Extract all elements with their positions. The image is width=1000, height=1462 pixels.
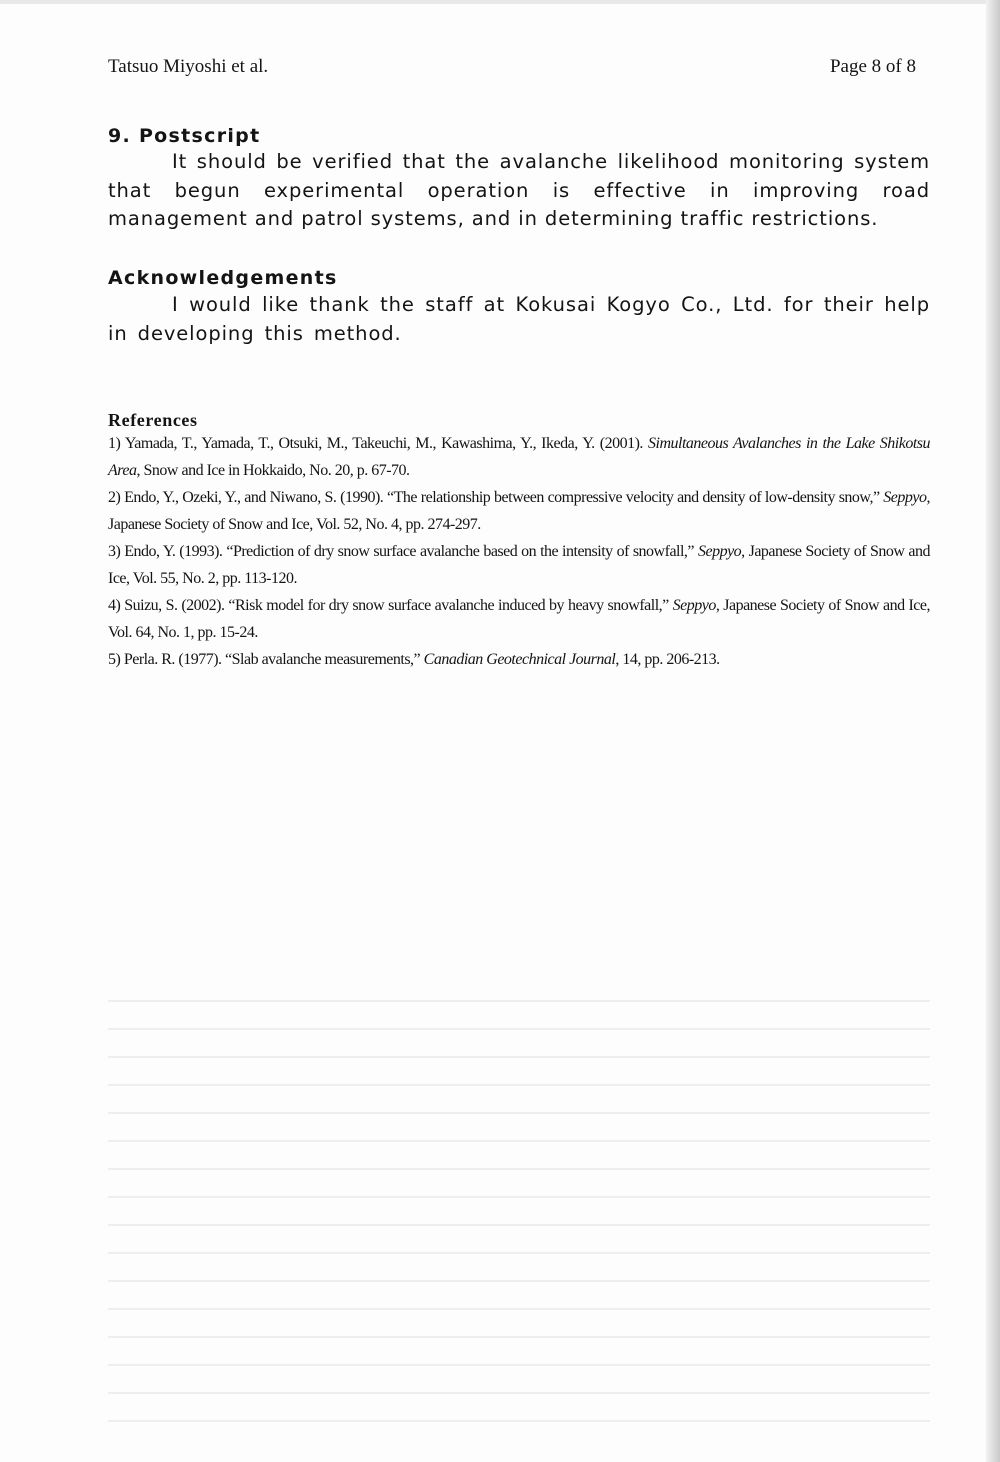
scan-edge-right — [986, 0, 1000, 1462]
acknowledgements-text: I would like thank the staff at Kokusai Kogyo Co., Ltd. for their help in developing this method. — [108, 293, 930, 345]
header-authors: Tatsuo Miyoshi et al. — [108, 56, 269, 77]
page-header — [108, 56, 916, 82]
reference-item: 4) Suizu, S. (2002). “Risk model for dry snow surface avalanche induced by heavy snowfall,” Seppyo, Japanese Society of Snow and Ice, Vol. 64, No. 1, pp. 15-24. — [108, 597, 930, 641]
postscript-paragraph — [108, 148, 930, 234]
references-list — [108, 430, 930, 673]
reference-item: 3) Endo, Y. (1993). “Prediction of dry snow surface avalanche based on the intensity of snowfall,” Seppyo, Japanese Society of Snow and Ice, Vol. 55, No. 2, pp. 113-120. — [108, 543, 931, 587]
bleed-through-shadow — [108, 1000, 930, 1440]
postscript-heading: 9. Postscript — [108, 125, 261, 147]
header-page-number: Page 8 of 8 — [829, 56, 916, 77]
references-heading: References — [108, 410, 198, 430]
reference-item: 2) Endo, Y., Ozeki, Y., and Niwano, S. (1990). “The relationship between compressive velocity and density of low-density snow,” Seppyo, Japanese Society of Snow and Ice, Vol. 52, No. 4, pp. 274-297. — [108, 489, 930, 533]
scan-edge-top — [0, 0, 1000, 4]
acknowledgements-paragraph — [108, 291, 930, 348]
postscript-text: It should be verified that the avalanche likelihood monitoring system that begun experimental operation is effective in improving road management and patrol systems, and in determining traffic restrictions. — [108, 150, 930, 231]
reference-item: 5) Perla. R. (1977). “Slab avalanche measurements,” Canadian Geotechnical Journal, 14, pp. 206-213. — [108, 651, 720, 668]
reference-item: 1) Yamada, T., Yamada, T., Otsuki, M., Takeuchi, M., Kawashima, Y., Ikeda, Y. (2001). Simultaneous Avalanches in the Lake Shikotsu Area, Snow and Ice in Hokkaido, No. 20, p. 67-70. — [108, 435, 930, 479]
acknowledgements-heading: Acknowledgements — [108, 267, 338, 289]
